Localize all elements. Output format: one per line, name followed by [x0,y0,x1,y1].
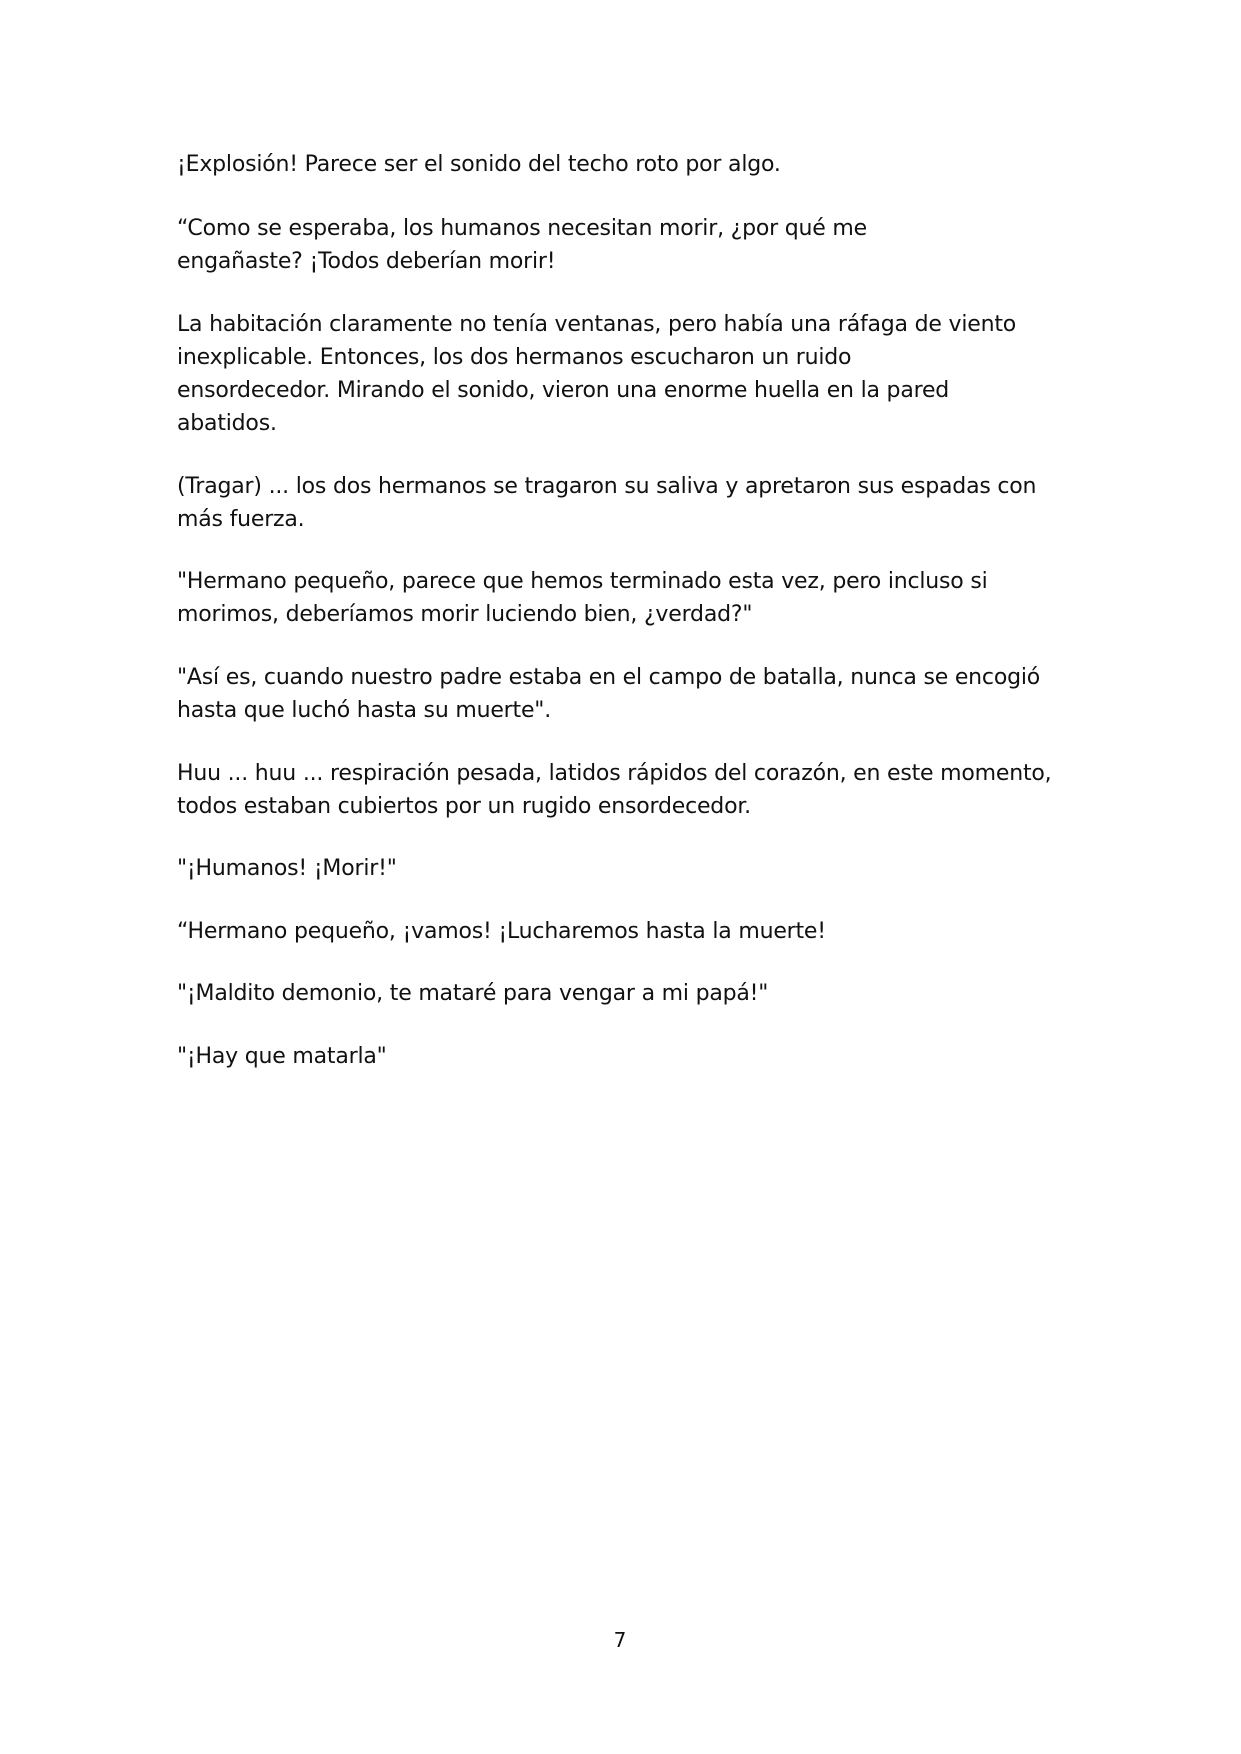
paragraph-humans-must-die [177,212,1077,278]
paragraph-room-wind [177,308,1077,440]
text-line: "Así es, cuando nuestro padre estaba en el campo de batalla, nunca se encogió [177,665,1041,690]
paragraph-heavy-breathing [177,757,1077,823]
text-line: engañaste? ¡Todos deberían morir! [177,249,556,274]
text-line: inexplicable. Entonces, los dos hermanos escucharon un ruido [177,345,852,370]
text-line: todos estaban cubiertos por un rugido ensordecedor. [177,794,751,819]
text-line: morimos, deberíamos morir luciendo bien, ¿verdad?" [177,602,753,627]
text-line: más fuerza. [177,507,305,532]
paragraph-avenge [177,977,1077,1010]
paragraph-kill-her [177,1040,1077,1073]
page-number: 7 [613,1628,627,1652]
text-line: "¡Humanos! ¡Morir!" [177,856,397,881]
text-line: ¡Explosión! Parece ser el sonido del techo roto por algo. [177,152,781,177]
text-line: Huu ... huu ... respiración pesada, latidos rápidos del corazón, en este momento, [177,761,1052,786]
text-line: "Hermano pequeño, parece que hemos terminado esta vez, pero incluso si [177,569,988,594]
paragraph-little-brother [177,565,1077,631]
text-line: ensordecedor. Mirando el sonido, vieron una enorme huella en la pared [177,378,950,403]
text-line: abatidos. [177,411,277,436]
paragraph-humans-die [177,852,1077,885]
text-line: "¡Hay que matarla" [177,1044,387,1069]
paragraph-father [177,661,1077,727]
text-line: "¡Maldito demonio, te mataré para vengar a mi papá!" [177,981,769,1006]
text-line: La habitación claramente no tenía ventanas, pero había una ráfaga de viento [177,312,1017,337]
paragraph-swallow [177,470,1077,536]
text-line: hasta que luchó hasta su muerte". [177,698,551,723]
text-line: “Hermano pequeño, ¡vamos! ¡Lucharemos hasta la muerte! [177,919,826,944]
paragraph-fight-to-death [177,915,1077,948]
text-line: (Tragar) ... los dos hermanos se tragaron su saliva y apretaron sus espadas con [177,474,1037,499]
text-line: “Como se esperaba, los humanos necesitan morir, ¿por qué me [177,216,867,241]
paragraph-explosion [177,148,1077,181]
